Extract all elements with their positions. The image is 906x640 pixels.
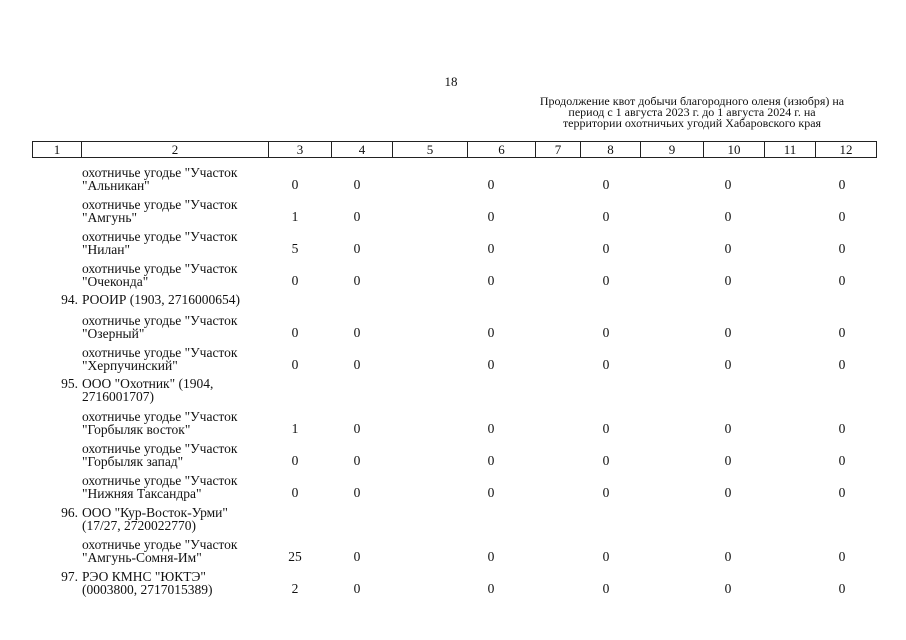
quota-value-c8: 0 [602, 241, 610, 256]
row-number: 96. [61, 505, 78, 520]
quota-value-c3: 25 [288, 549, 302, 564]
hunting-ground-name [82, 506, 228, 532]
name-line: охотничье угодье "Участок [82, 441, 238, 456]
row-number: 95. [61, 376, 78, 391]
quota-value-c8: 0 [602, 325, 610, 340]
quota-value-c3: 5 [291, 241, 299, 256]
name-line: РЭО КМНС "ЮКТЭ" [82, 569, 206, 584]
quota-value-c3: 0 [291, 273, 299, 288]
quota-value-c6: 0 [487, 453, 495, 468]
quota-value-c4: 0 [353, 357, 361, 372]
quota-value-c12: 0 [838, 241, 846, 256]
column-number-11: 11 [765, 142, 816, 158]
quota-value-c3: 0 [291, 325, 299, 340]
hunting-ground-name [82, 410, 237, 436]
quota-value-c3: 0 [291, 485, 299, 500]
name-line: (17/27, 2720022770) [82, 518, 196, 533]
column-number-12: 12 [816, 142, 877, 158]
hunting-ground-name [82, 198, 237, 224]
name-line: охотничье угодье "Участок [82, 537, 238, 552]
quota-value-c4: 0 [353, 581, 361, 596]
quota-value-c8: 0 [602, 549, 610, 564]
hunting-ground-name [82, 442, 237, 468]
hunting-ground-name [82, 314, 237, 340]
name-line: "Нилан" [82, 242, 130, 257]
quota-value-c6: 0 [487, 241, 495, 256]
name-line: "Очеконда" [82, 274, 149, 289]
name-line: охотничье угодье "Участок [82, 409, 238, 424]
quota-value-c10: 0 [724, 325, 732, 340]
quota-value-c6: 0 [487, 549, 495, 564]
name-line: ООО "Кур-Восток-Урми" [82, 505, 228, 520]
quota-value-c4: 0 [353, 241, 361, 256]
quota-value-c12: 0 [838, 325, 846, 340]
column-number-3: 3 [269, 142, 332, 158]
quota-value-c10: 0 [724, 177, 732, 192]
quota-value-c10: 0 [724, 549, 732, 564]
quota-value-c6: 0 [487, 325, 495, 340]
quota-value-c8: 0 [602, 485, 610, 500]
page-number: 18 [444, 74, 458, 89]
table-caption [522, 96, 862, 129]
quota-value-c6: 0 [487, 209, 495, 224]
quota-value-c12: 0 [838, 453, 846, 468]
quota-value-c4: 0 [353, 325, 361, 340]
quota-value-c12: 0 [838, 209, 846, 224]
quota-value-c4: 0 [353, 273, 361, 288]
quota-value-c6: 0 [487, 273, 495, 288]
hunting-ground-name [82, 538, 237, 564]
name-line: "Горбыляк запад" [82, 454, 184, 469]
column-number-9: 9 [641, 142, 704, 158]
hunting-ground-name [82, 293, 240, 306]
quota-value-c10: 0 [724, 209, 732, 224]
quota-value-c8: 0 [602, 453, 610, 468]
caption-line-2: период с 1 августа 2023 г. до 1 августа 2024 г. на [568, 105, 816, 119]
name-line: охотничье угодье "Участок [82, 197, 238, 212]
column-number-1: 1 [33, 142, 82, 158]
row-number: 94. [61, 292, 78, 307]
name-line: "Амгунь-Сомня-Им" [82, 550, 202, 565]
quota-value-c4: 0 [353, 421, 361, 436]
quota-value-c10: 0 [724, 273, 732, 288]
name-line: "Херпучинский" [82, 358, 178, 373]
hunting-ground-name [82, 346, 237, 372]
column-number-4: 4 [332, 142, 393, 158]
column-number-header [32, 141, 877, 158]
quota-value-c10: 0 [724, 485, 732, 500]
quota-value-c12: 0 [838, 581, 846, 596]
quota-value-c6: 0 [487, 421, 495, 436]
quota-value-c10: 0 [724, 453, 732, 468]
name-line: "Амгунь" [82, 210, 137, 225]
column-number-2: 2 [82, 142, 269, 158]
quota-value-c4: 0 [353, 209, 361, 224]
row-number: 97. [61, 569, 78, 584]
name-line: "Альникан" [82, 178, 150, 193]
hunting-ground-name [82, 166, 237, 192]
column-number-6: 6 [468, 142, 536, 158]
quota-value-c4: 0 [353, 453, 361, 468]
quota-value-c6: 0 [487, 581, 495, 596]
column-number-5: 5 [393, 142, 468, 158]
name-line: ООО "Охотник" (1904, [82, 376, 214, 391]
hunting-ground-name [82, 474, 237, 500]
name-line: охотничье угодье "Участок [82, 229, 238, 244]
name-line: охотничье угодье "Участок [82, 473, 238, 488]
name-line: РООИР (1903, 2716000654) [82, 292, 241, 307]
quota-value-c10: 0 [724, 421, 732, 436]
header-row [33, 142, 877, 158]
quota-value-c6: 0 [487, 177, 495, 192]
quota-value-c4: 0 [353, 485, 361, 500]
quota-value-c12: 0 [838, 273, 846, 288]
name-line: 2716001707) [82, 389, 154, 404]
quota-value-c6: 0 [487, 357, 495, 372]
name-line: "Нижняя Таксандра" [82, 486, 202, 501]
quota-value-c3: 0 [291, 453, 299, 468]
name-line: охотничье угодье "Участок [82, 165, 238, 180]
quota-value-c3: 0 [291, 177, 299, 192]
name-line: охотничье угодье "Участок [82, 261, 238, 276]
quota-value-c10: 0 [724, 241, 732, 256]
quota-value-c12: 0 [838, 549, 846, 564]
name-line: (0003800, 2717015389) [82, 582, 213, 597]
quota-value-c4: 0 [353, 177, 361, 192]
quota-value-c8: 0 [602, 209, 610, 224]
quota-value-c8: 0 [602, 273, 610, 288]
quota-value-c10: 0 [724, 357, 732, 372]
quota-value-c8: 0 [602, 357, 610, 372]
hunting-ground-name [82, 262, 237, 288]
quota-value-c12: 0 [838, 421, 846, 436]
quota-value-c6: 0 [487, 485, 495, 500]
name-line: охотничье угодье "Участок [82, 345, 238, 360]
quota-value-c12: 0 [838, 357, 846, 372]
hunting-ground-name [82, 230, 237, 256]
column-number-7: 7 [536, 142, 581, 158]
hunting-ground-name [82, 377, 213, 403]
quota-value-c3: 1 [291, 421, 299, 436]
quota-value-c10: 0 [724, 581, 732, 596]
column-number-10: 10 [704, 142, 765, 158]
name-line: "Горбыляк восток" [82, 422, 191, 437]
caption-line-1: Продолжение квот добычи благородного оленя (изюбря) на [539, 94, 845, 108]
quota-value-c8: 0 [602, 581, 610, 596]
quota-value-c3: 2 [291, 581, 299, 596]
quota-value-c4: 0 [353, 549, 361, 564]
quota-value-c12: 0 [838, 177, 846, 192]
hunting-ground-name [82, 570, 213, 596]
quota-value-c3: 1 [291, 209, 299, 224]
caption-line-3: территории охотничьих угодий Хабаровского края [562, 116, 822, 130]
name-line: "Озерный" [82, 326, 145, 341]
quota-value-c12: 0 [838, 485, 846, 500]
name-line: охотничье угодье "Участок [82, 313, 238, 328]
column-number-8: 8 [581, 142, 641, 158]
quota-value-c3: 0 [291, 357, 299, 372]
quota-value-c8: 0 [602, 177, 610, 192]
quota-value-c8: 0 [602, 421, 610, 436]
